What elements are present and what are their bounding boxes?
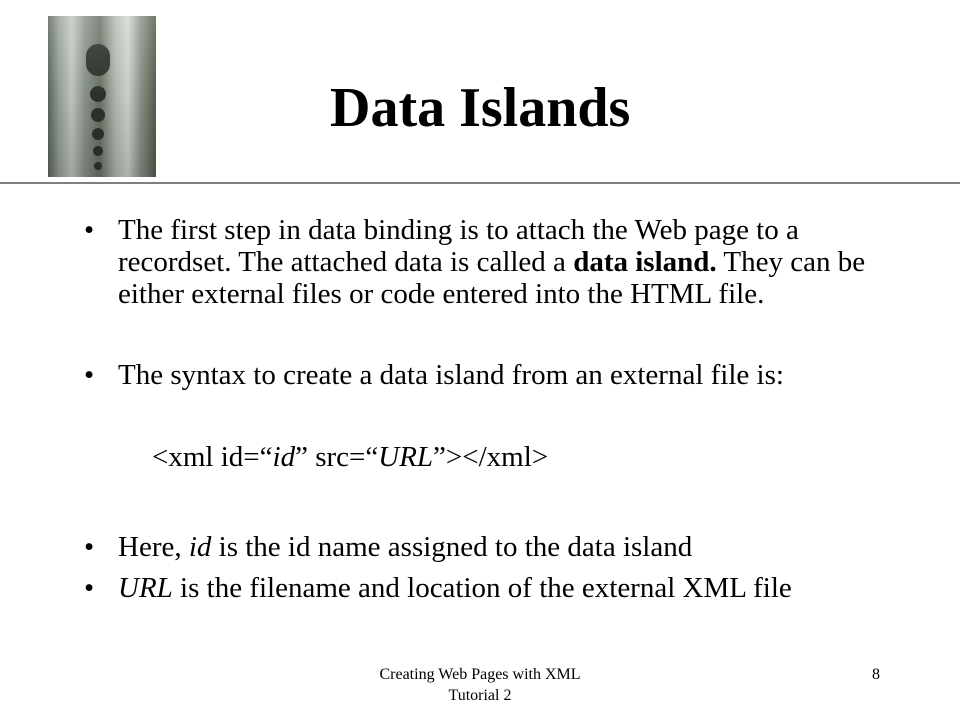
bullet-syntax-intro	[80, 359, 918, 391]
syntax-text: <xml id=“	[152, 441, 273, 473]
bullet-text: They can be either external files or code entered into the HTML file.	[118, 246, 866, 310]
bullet-glyph: •	[84, 531, 95, 563]
page-number: 8	[872, 666, 880, 683]
xml-syntax-example	[152, 441, 852, 473]
slide-title: Data Islands	[330, 77, 631, 139]
footer-line: Creating Web Pages with XML	[379, 666, 581, 683]
photo-shade	[48, 16, 156, 177]
bullet-text: The syntax to create a data island from an external file is:	[118, 359, 784, 391]
bullet-text: Here,	[118, 531, 189, 563]
syntax-id: id	[272, 441, 296, 473]
bullet-id-explanation	[80, 531, 918, 563]
bullet-glyph: •	[84, 214, 95, 246]
slide-footer	[340, 664, 620, 706]
bullet-url-explanation	[80, 572, 918, 604]
bullet-italic-term: id	[188, 531, 212, 563]
bullet-text: is the id name assigned to the data island	[211, 531, 693, 563]
bullet-text: is the filename and location of the external XML file	[172, 572, 792, 604]
bullet-bold-term: data island.	[573, 246, 717, 278]
syntax-text: ” src=“	[295, 441, 379, 473]
bullet-italic-term: URL	[118, 572, 173, 604]
bridge-tower-photo	[48, 16, 156, 177]
bullet-data-binding	[80, 214, 918, 310]
syntax-text: ”></xml>	[433, 441, 549, 473]
bullet-text: The first step in data binding is to attach the Web page to a recordset. The attached data is called a	[118, 214, 799, 278]
title-divider	[0, 182, 960, 184]
syntax-url: URL	[378, 441, 434, 473]
bullet-glyph: •	[84, 572, 95, 604]
footer-line: Tutorial 2	[448, 687, 512, 704]
bullet-glyph: •	[84, 359, 95, 391]
